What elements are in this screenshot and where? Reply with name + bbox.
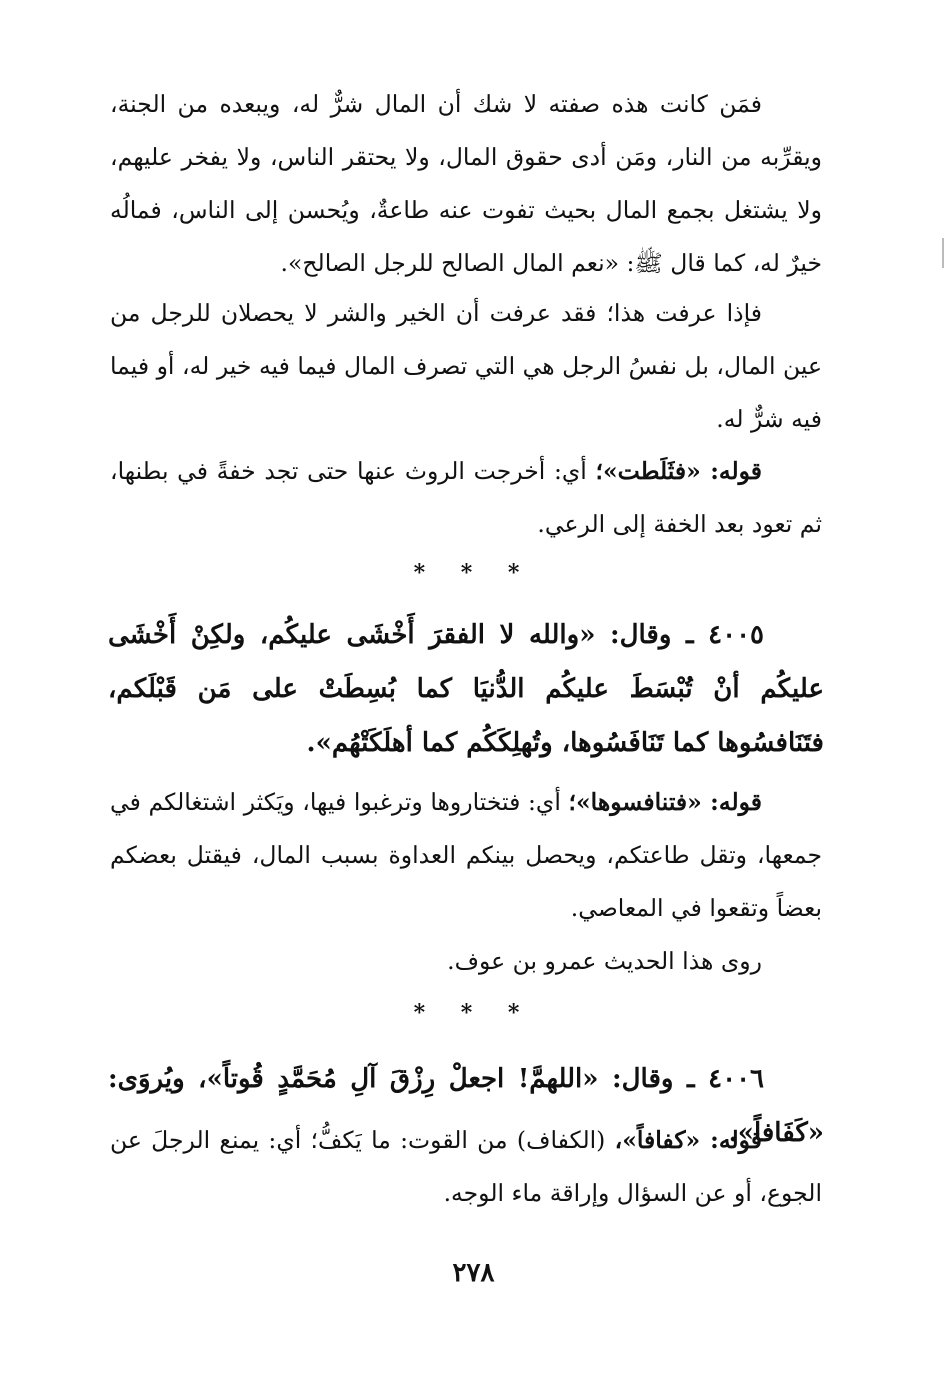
paragraph-tanafasuha-explanation xyxy=(110,776,822,935)
paragraph-text: فإذا عرفت هذا؛ فقد عرفت أن الخير والشر لا يحصلان للرجل من عين المال، بل نفسُ الرجل هي التي تصرف المال فيما فيه خير له، أو فيما فيه شرٌّ له. xyxy=(110,299,822,433)
scan-mark xyxy=(942,238,944,268)
paragraph-narrator xyxy=(110,935,822,988)
hadith-4005 xyxy=(108,608,824,770)
hadith-text: ٤٠٠٥ ـ وقال: «والله لا الفقرَ أَخْشَى عليكُم، ولكِنْ أَخْشَى عليكُم أنْ تُبْسَطَ عليكُم الدُّنيَا كما بُسِطَتْ على مَن قَبْلَكم، فتَنَافسُوها كما تَنَافَسُوها، وتُهلِكَكُم كما أهلَكَتْهُم». xyxy=(108,620,824,758)
paragraph-wealth-description xyxy=(110,78,822,290)
paragraph-good-and-evil xyxy=(110,287,822,446)
page-number: ٢٧٨ xyxy=(452,1258,495,1288)
hadith-text: ٤٠٠٦ ـ وقال: «اللهمَّ! اجعلْ رِزْقَ آلِ مُحَمَّدٍ قُوتاً»، ويُروَى: «كَفَافاً». xyxy=(108,1064,824,1148)
paragraph-text: أي: أخرجت الروث عنها حتى تجد خفةً في بطنها، ثم تعود بعد الخفة إلى الرعي. xyxy=(110,457,822,538)
term-lead: قوله: «فثَلَطت»؛ xyxy=(595,457,762,485)
section-separator: * * * xyxy=(413,1000,534,1026)
section-separator: * * * xyxy=(413,560,534,586)
paragraph-kafafan-explanation xyxy=(110,1114,822,1220)
paragraph-text: (الكفاف) من القوت: ما يَكفُّ؛ أي: يمنع الرجلَ عن الجوع، أو عن السؤال وإراقة ماء الوجه. xyxy=(110,1126,822,1207)
paragraph-thalatat-explanation xyxy=(110,445,822,551)
paragraph-text: روى هذا الحديث عمرو بن عوف. xyxy=(447,947,762,975)
term-lead: قوله: «فتنافسوها»؛ xyxy=(568,788,762,816)
paragraph-text: فمَن كانت هذه صفته لا شك أن المال شرٌّ له، ويبعده من الجنة، ويقرِّبه من النار، ومَن أدى حقوق المال، ولا يحتقر الناس، ولا يفخر عليهم، ولا يشتغل بجمع المال بحيث تفوت عنه طاعةٌ، ويُحسن إلى الناس، فمالُه خيرٌ له، كما قال ﷺ: «نعم المال الصالح للرجل الصالح». xyxy=(110,90,822,277)
term-lead: قوله: «كفافاً»، xyxy=(614,1126,762,1154)
paragraph-text: أي: فتختاروها وترغبوا فيها، ويَكثر اشتغالكم في جمعها، وتقل طاعتكم، ويحصل بينكم العداوة بسبب المال، فيقتل بعضكم بعضاً وتقعوا في المعاصي. xyxy=(110,788,822,922)
